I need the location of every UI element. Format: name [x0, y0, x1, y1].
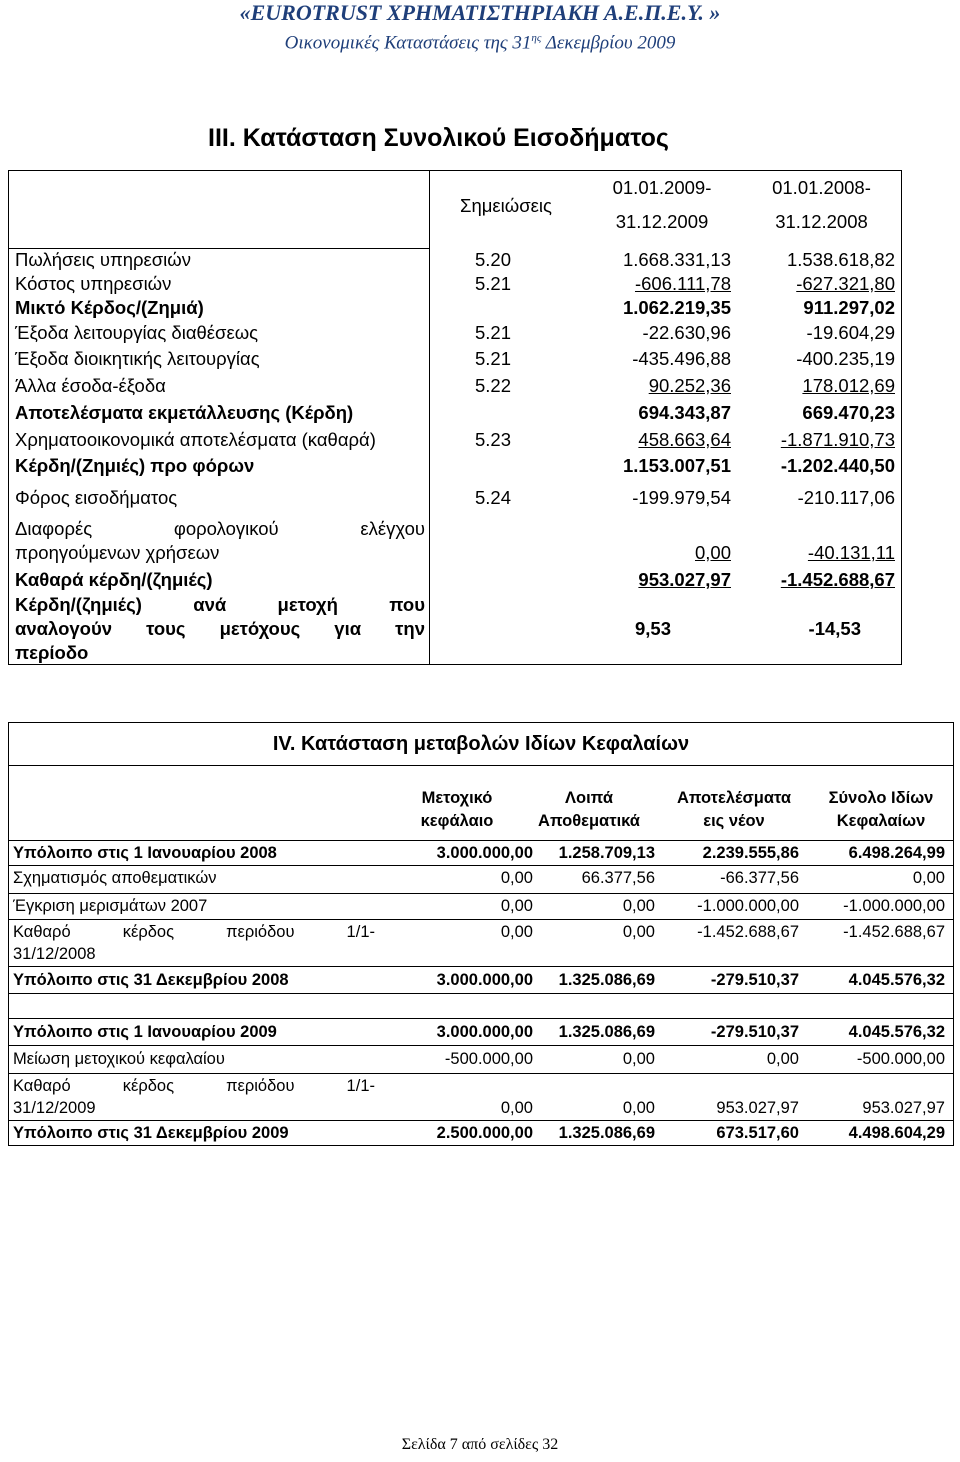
row-note: 5.23 — [475, 429, 512, 450]
col-header-line: Αποθεματικά — [538, 812, 640, 830]
table-row — [9, 842, 953, 864]
row-label-line: προηγούμενων χρήσεων — [15, 542, 220, 563]
cell-retained-earnings: -1.000.000,00 — [697, 897, 799, 915]
row-label — [15, 593, 425, 665]
col-header-retained-earnings — [659, 787, 809, 833]
cell-total: 953.027,97 — [862, 1099, 945, 1117]
cell-share-capital: -500.000,00 — [444, 1050, 533, 1068]
cell-share-capital: 0,00 — [500, 897, 533, 915]
row-label-line: Καθαρό κέρδος περιόδου 1/1- — [13, 923, 375, 941]
cell-retained-earnings: -279.510,37 — [710, 971, 799, 989]
row-value-2008: -1.202.440,50 — [780, 455, 895, 476]
row-value-2009: 90.252,36 — [648, 375, 731, 396]
cell-retained-earnings: -279.510,37 — [710, 1023, 799, 1041]
cell-retained-earnings: -1.452.688,67 — [697, 923, 799, 941]
row-note: 5.21 — [475, 322, 512, 343]
cell-reserves: 0,00 — [622, 1099, 655, 1117]
table-row — [9, 921, 953, 965]
col-header-line: Αποτελέσματα — [676, 789, 792, 807]
table-row — [9, 517, 901, 565]
cell-total: 6.498.264,99 — [848, 844, 945, 862]
report-subtitle — [0, 26, 960, 55]
cell-reserves: 1.325.086,69 — [558, 971, 655, 989]
cell-retained-earnings: 2.239.555,86 — [702, 844, 799, 862]
row-label: Υπόλοιπο στις 1 Ιανουαρίου 2009 — [13, 1023, 277, 1041]
cell-share-capital: 0,00 — [500, 1099, 533, 1117]
row-value-2009: 9,53 — [634, 618, 671, 639]
cell-total: 4.045.576,32 — [848, 971, 945, 989]
company-name: «EUROTRUST ΧΡΗΜΑΤΙΣΤΗΡΙΑΚΗ Α.Ε.Π.Ε.Υ. » — [239, 0, 721, 25]
col-header-line: κεφάλαιο — [420, 812, 494, 830]
col-header-total-equity — [809, 787, 953, 833]
cell-total: 0,00 — [912, 869, 945, 887]
row-label: Πωλήσεις υπηρεσιών — [15, 249, 191, 270]
table-row — [9, 374, 901, 398]
cell-reserves: 0,00 — [622, 923, 655, 941]
divider — [9, 765, 953, 766]
divider — [9, 1120, 953, 1121]
divider — [9, 1045, 953, 1046]
row-value-2008: -210.117,06 — [797, 487, 895, 508]
row-value-2009: -199.979,54 — [632, 487, 731, 508]
table-row — [9, 321, 901, 345]
cell-retained-earnings: 953.027,97 — [716, 1099, 799, 1117]
income-statement-title: III. Κατάσταση Συνολικού Εισοδήματος — [208, 124, 669, 152]
cell-share-capital: 0,00 — [500, 923, 533, 941]
period-2009-start: 01.01.2009- — [612, 177, 712, 198]
page-footer: Σελίδα 7 από σελίδες 32 — [401, 1436, 559, 1453]
row-note: 5.24 — [475, 487, 512, 508]
row-value-2008: -40.131,11 — [807, 542, 895, 563]
cell-total: 4.045.576,32 — [848, 1023, 945, 1041]
table-row — [9, 895, 953, 917]
row-label: Μικτό Κέρδος/(Ζημιά) — [15, 297, 204, 318]
period-2009-end: 31.12.2009 — [615, 211, 709, 232]
divider — [9, 919, 953, 920]
table-row — [9, 1075, 953, 1119]
table-row — [9, 486, 901, 510]
table-row — [9, 867, 953, 889]
col-header-reserves — [509, 787, 669, 833]
row-value-2009: -606.111,78 — [634, 273, 731, 294]
divider — [9, 966, 953, 967]
row-note: 5.22 — [475, 375, 512, 396]
table-row — [9, 568, 901, 592]
subtitle-text: Οικονομικές Καταστάσεις της 31 — [284, 32, 532, 54]
row-label-line: περίοδο — [15, 642, 89, 663]
row-value-2009: 458.663,64 — [638, 429, 731, 450]
row-label: Υπόλοιπο στις 1 Ιανουαρίου 2008 — [13, 844, 277, 862]
cell-total: -500.000,00 — [856, 1050, 945, 1068]
row-note: 5.21 — [475, 348, 512, 369]
table-row — [9, 296, 901, 320]
table-row — [9, 1048, 953, 1070]
page-header — [0, 0, 960, 55]
table-row — [9, 401, 901, 425]
row-label — [13, 1075, 375, 1119]
cell-total: -1.452.688,67 — [843, 923, 945, 941]
cell-share-capital: 2.500.000,00 — [436, 1124, 533, 1142]
equity-changes-table — [8, 722, 954, 1146]
cell-retained-earnings: -66.377,56 — [720, 869, 799, 887]
cell-share-capital: 3.000.000,00 — [436, 971, 533, 989]
row-label: Μείωση μετοχικού κεφαλαίου — [13, 1050, 225, 1068]
row-label: Σχηματισμός αποθεματικών — [13, 869, 217, 887]
row-value-2009: 1.062.219,35 — [622, 297, 731, 318]
period-2008-start: 01.01.2008- — [772, 177, 871, 198]
cell-share-capital: 3.000.000,00 — [436, 1023, 533, 1041]
row-value-2008: 178.012,69 — [802, 375, 895, 396]
row-value-2008: 669.470,23 — [802, 402, 895, 423]
row-label: Κέρδη/(Ζημιές) προ φόρων — [15, 455, 255, 476]
period-2008-header — [742, 171, 901, 239]
subtitle-sup: ης — [531, 32, 542, 44]
divider — [9, 993, 953, 994]
row-label: Αποτελέσματα εκμετάλλευσης (Κέρδη) — [15, 402, 354, 423]
income-statement-table — [8, 170, 902, 665]
row-label: Έξοδα λειτουργίας διαθέσεως — [15, 322, 259, 343]
row-value-2009: 1.153.007,51 — [622, 455, 731, 476]
divider — [9, 865, 953, 866]
period-2009-header — [582, 171, 742, 239]
row-value-2008: -1.452.688,67 — [780, 569, 895, 590]
period-2008-end: 31.12.2008 — [775, 211, 868, 232]
table-row — [9, 454, 901, 478]
col-header-line: εις νέον — [703, 812, 765, 830]
row-label: Άλλα έσοδα-έξοδα — [15, 375, 166, 396]
row-label: Καθαρά κέρδη/(ζημιές) — [15, 569, 213, 590]
row-value-2009: -435.496,88 — [632, 348, 731, 369]
cell-retained-earnings: 0,00 — [766, 1050, 799, 1068]
notes-header: Σημειώσεις — [460, 195, 552, 216]
table-row — [9, 969, 953, 991]
cell-reserves: 1.325.086,69 — [558, 1023, 655, 1041]
row-label: Υπόλοιπο στις 31 Δεκεμβρίου 2008 — [13, 971, 289, 989]
table-row — [9, 248, 901, 272]
col-header-line: Λοιπά — [565, 789, 613, 807]
row-label-line: 31/12/2009 — [13, 1099, 96, 1117]
table-row — [9, 1021, 953, 1043]
row-value-2008: -1.871.910,73 — [780, 429, 895, 450]
cell-share-capital: 3.000.000,00 — [436, 844, 533, 862]
col-header-line: Σύνολο Ιδίων — [828, 789, 934, 807]
cell-total: -1.000.000,00 — [843, 897, 945, 915]
row-value-2008: 1.538.618,82 — [786, 249, 895, 270]
divider — [9, 1018, 953, 1019]
divider — [9, 1073, 953, 1074]
row-label: Έγκριση μερισμάτων 2007 — [13, 897, 208, 915]
col-header-line: Κεφαλαίων — [836, 812, 926, 830]
row-label: Υπόλοιπο στις 31 Δεκεμβρίου 2009 — [13, 1124, 289, 1142]
header-blank-cell — [9, 171, 430, 249]
cell-total: 4.498.604,29 — [848, 1124, 945, 1142]
divider — [9, 893, 953, 894]
row-value-2009: -22.630,96 — [642, 322, 731, 343]
row-note: 5.20 — [475, 249, 512, 270]
row-label — [15, 517, 425, 565]
row-label-line: αναλογούν τους μετόχους για την — [15, 618, 425, 639]
row-value-2008: -627.321,80 — [796, 273, 895, 294]
row-value-2008: -400.235,19 — [796, 348, 895, 369]
cell-reserves: 66.377,56 — [581, 869, 655, 887]
cell-reserves: 1.258.709,13 — [558, 844, 655, 862]
cell-share-capital: 0,00 — [500, 869, 533, 887]
row-value-2008: -14,53 — [808, 618, 861, 639]
row-label-line: Κέρδη/(ζημιές) ανά μετοχή που — [15, 594, 425, 615]
row-label: Κόστος υπηρεσιών — [15, 273, 172, 294]
subtitle-text-end: Δεκεμβρίου 2009 — [541, 32, 676, 54]
row-value-2008: 911.297,02 — [803, 297, 895, 318]
divider — [9, 840, 953, 841]
row-label-line: Διαφορές φορολογικού ελέγχου — [15, 518, 425, 539]
table-row — [9, 347, 901, 371]
row-label-line: Καθαρό κέρδος περιόδου 1/1- — [13, 1077, 375, 1095]
row-value-2008: -19.604,29 — [806, 322, 895, 343]
col-header-share-capital — [387, 787, 527, 833]
table-row — [9, 1122, 953, 1144]
row-label — [13, 921, 375, 965]
row-value-2009: 1.668.331,13 — [622, 249, 731, 270]
table-row — [9, 593, 901, 665]
row-note: 5.21 — [475, 273, 512, 294]
row-label: Χρηματοοικονομικά αποτελέσματα (καθαρά) — [15, 429, 376, 450]
row-label: Φόρος εισοδήματος — [15, 487, 178, 508]
equity-statement-title: IV. Κατάσταση μεταβολών Ιδίων Κεφαλαίων — [272, 733, 690, 755]
table-row — [9, 428, 901, 452]
col-header-line: Μετοχικό — [421, 789, 493, 807]
cell-reserves: 0,00 — [622, 1050, 655, 1068]
cell-reserves: 1.325.086,69 — [558, 1124, 655, 1142]
table-row — [9, 272, 901, 296]
row-value-2009: 953.027,97 — [638, 569, 731, 590]
cell-reserves: 0,00 — [622, 897, 655, 915]
row-label-line: 31/12/2008 — [13, 945, 96, 963]
row-value-2009: 0,00 — [694, 542, 731, 563]
row-value-2009: 694.343,87 — [638, 402, 731, 423]
cell-retained-earnings: 673.517,60 — [716, 1124, 799, 1142]
row-label: Έξοδα διοικητικής λειτουργίας — [15, 348, 260, 369]
